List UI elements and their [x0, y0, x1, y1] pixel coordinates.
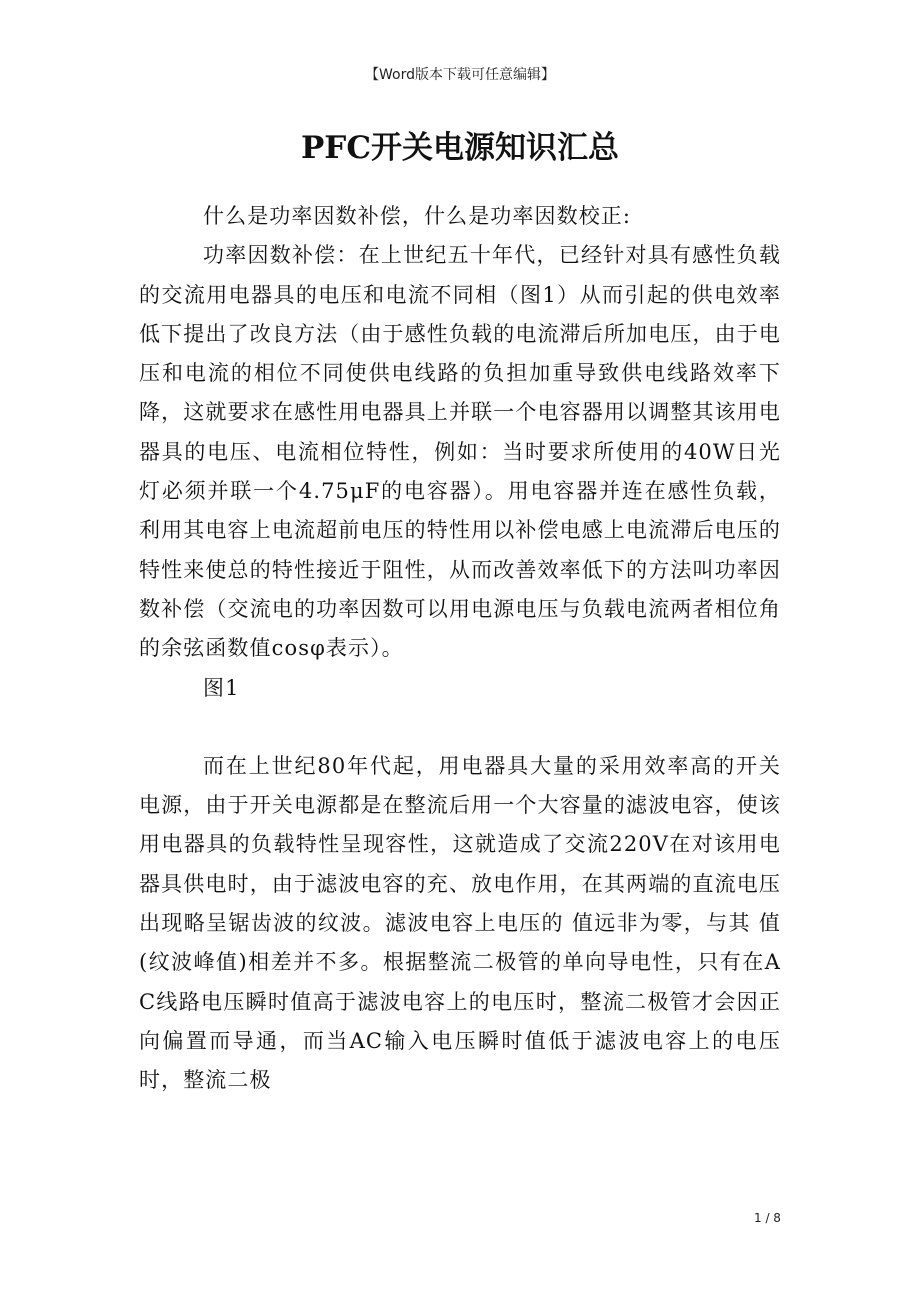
figure-caption: 图1 — [203, 675, 240, 700]
switching-supply-paragraph: 而在上世纪80年代起，用电器具大量的采用效率高的开关电源，由于开关电源都是在整流后用一个大容量的滤波电容，使该用电器具的负载特性呈现容性，这就造成了交流220V在对该用电器具供电时，由于滤波电容的充、放电作用，在其两端的直流电压出现略呈锯齿波的纹波。滤波电容上电压的 值远非为零，与其 值(纹波峰值)相差并不多。根据整流二极管的单向导电性，只有在AC线路电压瞬时值高于滤波电容上的电压时，整流二极管才会因正向偏置而导通，而当AC输入电压瞬时值低于滤波电容上的电压时，整流二极 — [139, 753, 781, 1093]
pf-compensation-paragraph: 功率因数补偿：在上世纪五十年代，已经针对具有感性负载的交流用电器具的电压和电流不同相（图1）从而引起的供电效率低下提出了改良方法（由于感性负载的电流滞后所加电压，由于电压和电流的相位不同使供电线路的负担加重导致供电线路效率下降，这就要求在感性用电器具上并联一个电容器用以调整其该用电器具的电压、电流相位特性，例如：当时要求所使用的40W日光灯必须并联一个4.75μF的电容器）。用电容器并连在感性负载，利用其电容上电流超前电压的特性用以补偿电感上电流滞后电压的特性来使总的特性接近于阻性，从而改善效率低下的方法叫功率因数补偿（交流电的功率因数可以用电源电压与负载电流两者相位角的余弦函数值cosφ表示）。 — [139, 243, 781, 661]
question-paragraph: 什么是功率因数补偿，什么是功率因数校正: — [203, 204, 632, 228]
figure-placeholder — [139, 708, 781, 747]
document-body — [139, 197, 781, 1101]
download-note: 【Word版本下载可任意编辑】 — [365, 67, 555, 83]
page-number: 1 / 8 — [754, 1211, 781, 1225]
document-title: PFC开关电源知识汇总 — [301, 130, 619, 166]
